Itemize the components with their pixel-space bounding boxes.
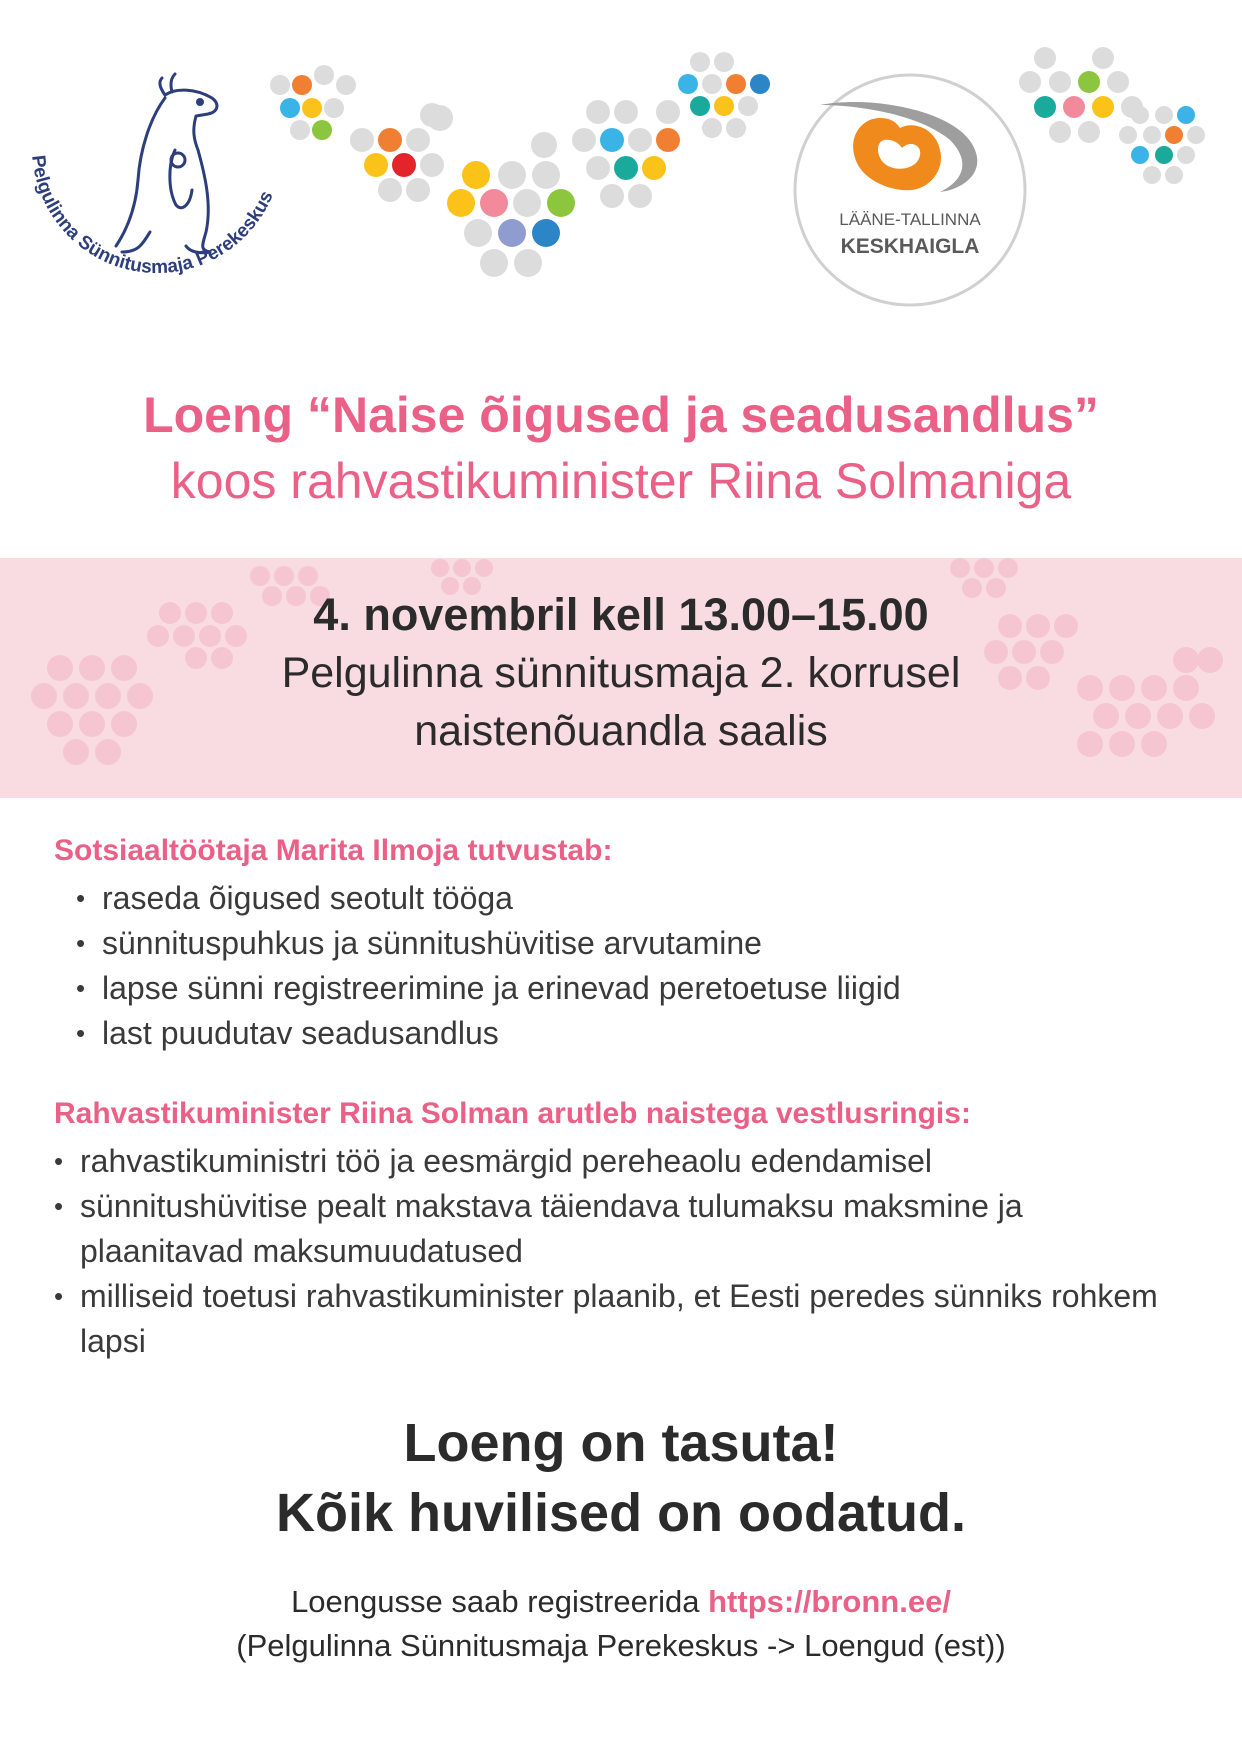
event-room: naistenõuandla saalis <box>414 707 828 755</box>
section-social-worker <box>54 830 1194 1056</box>
header <box>0 0 1242 360</box>
list-item: • last puudutav seadusandlus <box>54 1011 1194 1056</box>
section-minister <box>54 1093 1194 1364</box>
decorative-dots-middle <box>572 52 770 208</box>
registration-line <box>0 1580 1242 1624</box>
logo-line1: LÄÄNE-TALLINNA <box>839 210 981 229</box>
lecture-title: Loeng “Naise õigused ja seadusandlus” <box>143 387 1099 443</box>
event-date-time: 4. novembril kell 13.00–15.00 <box>313 589 929 640</box>
registration-link[interactable]: https://bronn.ee/ <box>708 1584 951 1619</box>
section1-heading: Sotsiaaltöötaja Marita Ilmoja tutvustab: <box>54 834 613 867</box>
free-line1: Loeng on tasuta! <box>403 1413 839 1473</box>
registration-prefix: Loengusse saab registreerida <box>291 1584 709 1619</box>
section2-list <box>54 1139 1194 1364</box>
free-line2: Kõik huvilised on oodatud. <box>275 1483 966 1543</box>
list-item: • milliseid toetusi rahvastikuminister plaanib, et Eesti peredes sünniks rohkem lapsi <box>54 1274 1194 1364</box>
decorative-dots-left <box>270 65 575 277</box>
event-info-band <box>0 558 1242 798</box>
title-block <box>0 385 1242 511</box>
decorative-dots-right <box>1019 47 1205 184</box>
pelgulinna-logo <box>27 74 278 278</box>
event-place: Pelgulinna sünnitusmaja 2. korrusel <box>281 649 961 697</box>
kangaroo-icon <box>116 74 217 253</box>
header-graphics <box>0 0 1242 360</box>
logo-line2: KESKHAIGLA <box>840 235 980 258</box>
list-item: • sünnitushüvitise pealt makstava täiendava tulumaksu maksmine ja plaanitavad maksumuudatused <box>54 1184 1194 1274</box>
section2-heading: Rahvastikuminister Riina Solman arutleb naistega vestlusringis: <box>54 1097 971 1130</box>
list-item: • raseda õigused seotult tööga <box>54 876 1194 921</box>
event-info-text <box>0 586 1242 760</box>
logo-circular-text: Pelgulinna Sünnitusmaja Perekeskus <box>27 154 278 279</box>
registration-info <box>0 1580 1242 1668</box>
section1-list <box>54 876 1194 1056</box>
free-notice <box>0 1408 1242 1548</box>
keskhaigla-logo <box>795 75 1025 305</box>
list-item: • rahvastikuministri töö ja eesmärgid pereheaolu edendamisel <box>54 1139 1194 1184</box>
list-item: • lapse sünni registreerimine ja erinevad peretoetuse liigid <box>54 966 1194 1011</box>
list-item: • sünnituspuhkus ja sünnitushüvitise arvutamine <box>54 921 1194 966</box>
lecture-subtitle: koos rahvastikuminister Riina Solmaniga <box>170 453 1072 509</box>
registration-path: (Pelgulinna Sünnitusmaja Perekeskus -> Loengud (est)) <box>236 1628 1006 1663</box>
